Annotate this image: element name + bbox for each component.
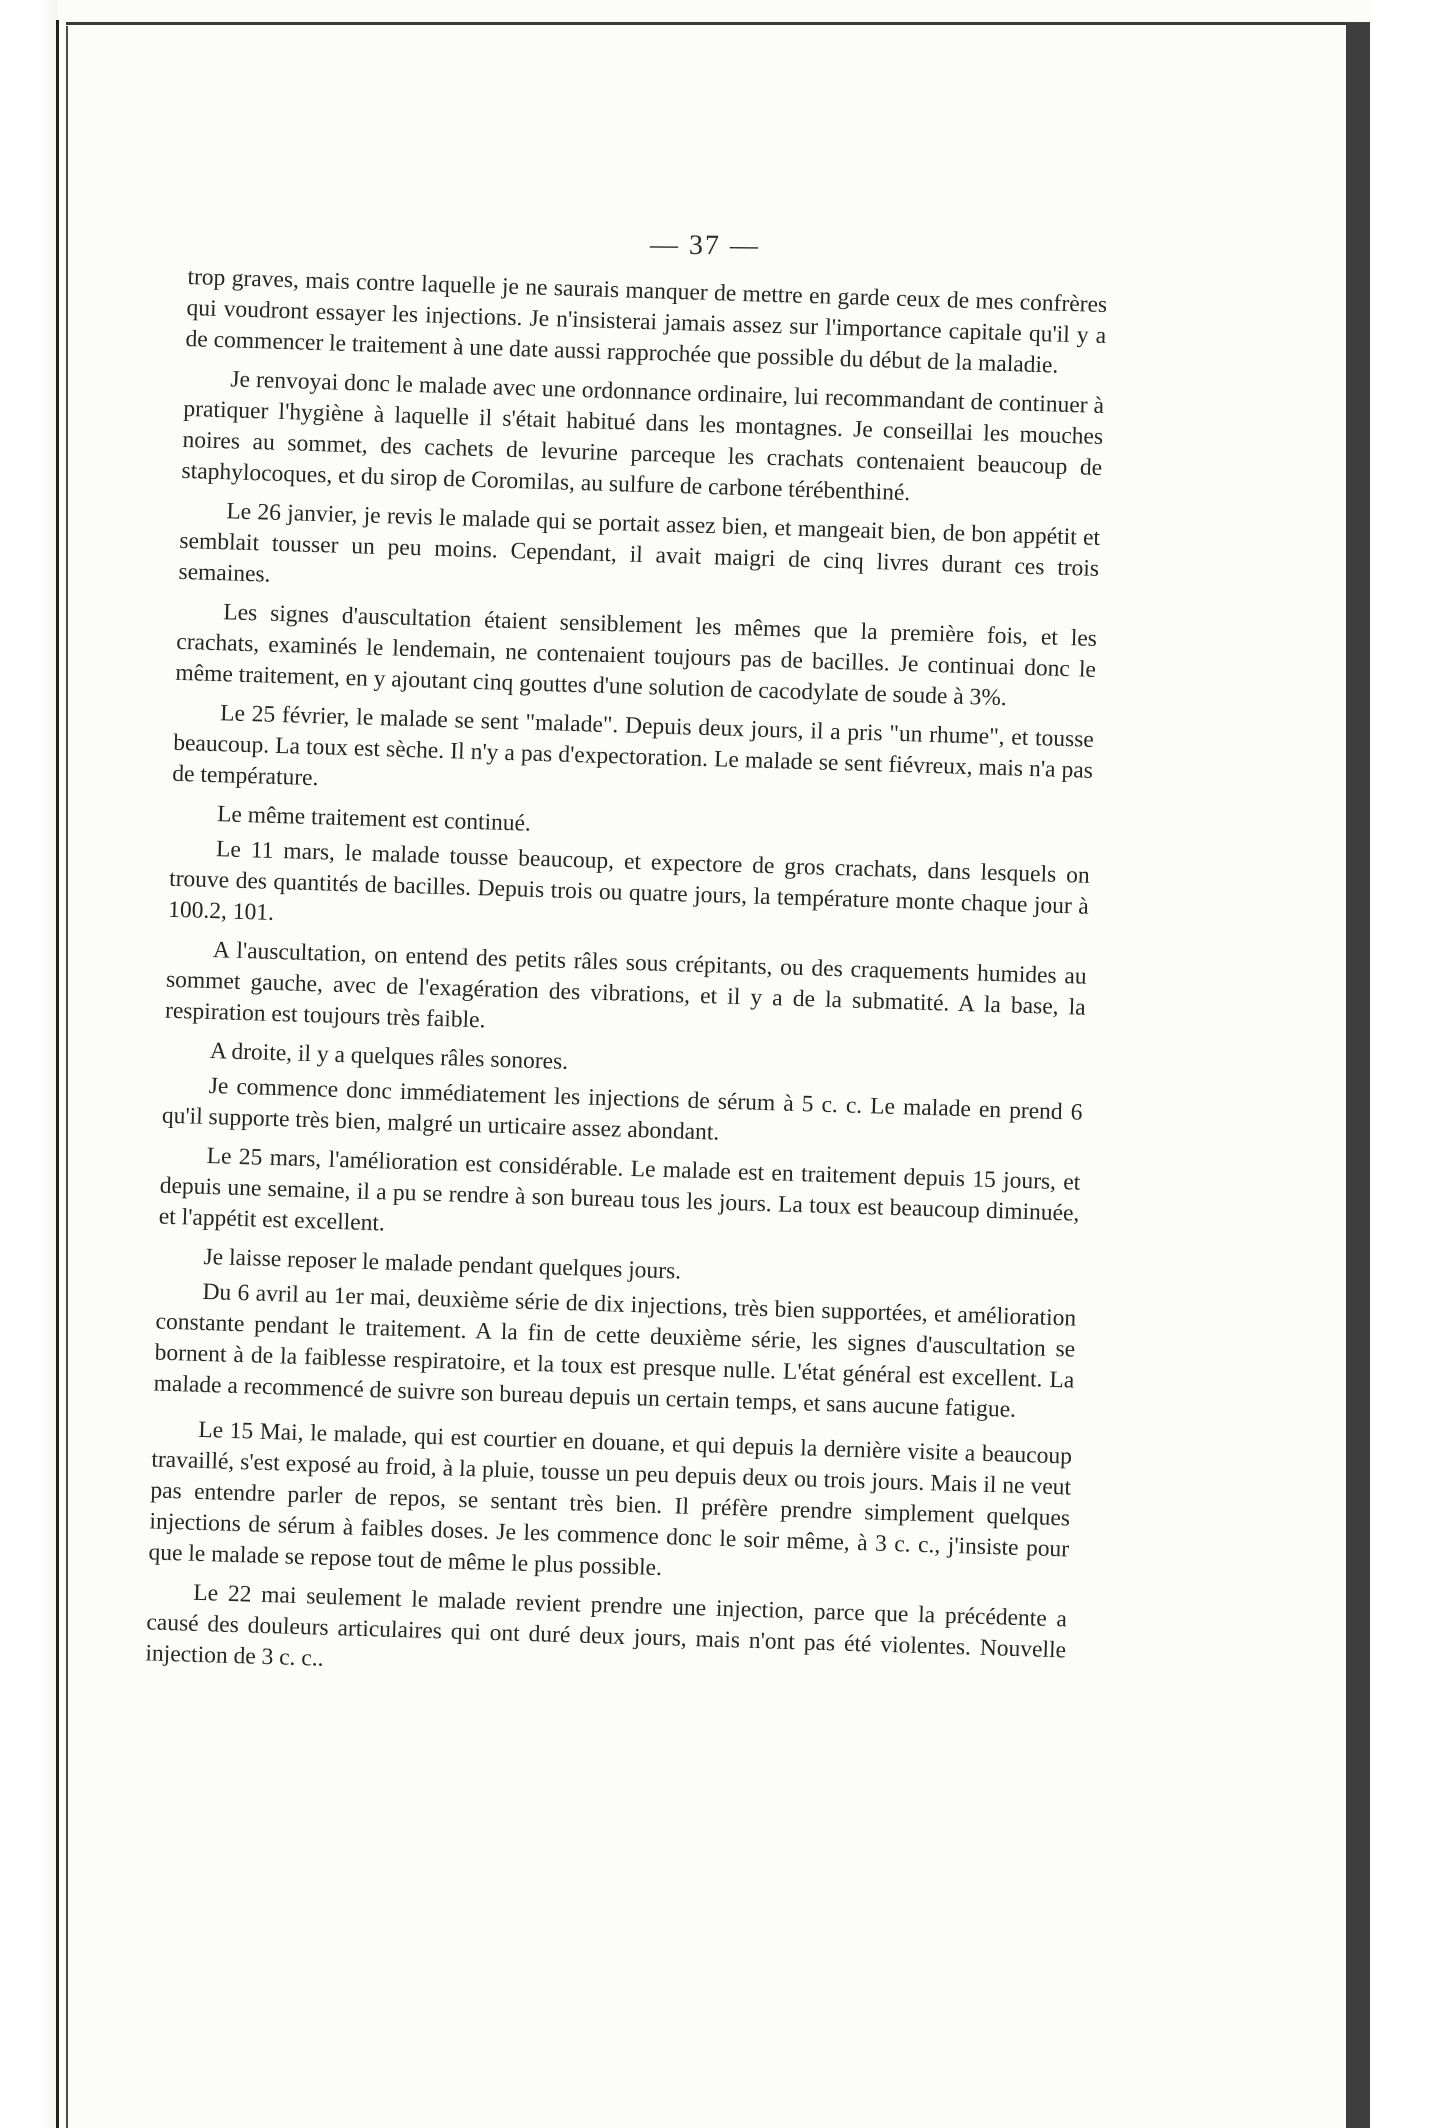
page-edge-right bbox=[1346, 22, 1370, 2128]
paragraph: A droite, il y a quelques râles sonores. bbox=[209, 1038, 569, 1075]
paragraph: Je laisse reposer le malade pendant quelques jours. bbox=[203, 1243, 682, 1285]
paragraph: Du 6 avril au 1er mai, deuxième série de dix injections, très bien supportées, et amélioration constante pendant le traitement. A la fin de cette deuxième série, les signes d'auscultation se bornent à de la faiblesse respiratoire, et la toux est presque nulle. L'état général est excellent. La malade a recommencé de suivre son bureau depuis un certain temps, et sans aucune fatigue. bbox=[153, 1278, 1077, 1423]
page-number: — 37 — bbox=[649, 229, 761, 262]
paragraph: Le 11 mars, le malade tousse beaucoup, et expectore de gros crachats, dans lesquels on trouve des quantités de bacilles. Depuis trois ou quatre jours, la température monte chaque jour à 100.2, 101. bbox=[167, 836, 1091, 926]
paragraph: Le même traitement est continué. bbox=[216, 801, 532, 837]
page-edge-left-inner bbox=[66, 26, 68, 2128]
paragraph: Je commence donc immédiatement les injections de sérum à 5 c. c. Le malade en prend 6 qu'il supporte très bien, malgré un urticaire assez abondant. bbox=[161, 1073, 1083, 1146]
paragraph: trop graves, mais contre laquelle je ne saurais manquer de mettre en garde ceux de mes confrères qui voudront essayer les injections. Je n'insisterai jamais assez sur l'importance capitale qu'il y a de commencer le traitement à une date aussi rapprochée que possible du début de la maladie. bbox=[185, 263, 1108, 379]
paragraph: A l'auscultation, on entend des petits râles sous crépitants, ou des craquements humides au sommet gauche, avec de l'exagération des vibrations, et il y a de la submatité. A la base, la respiration est toujours très faible. bbox=[164, 937, 1087, 1034]
body-text bbox=[145, 262, 1108, 1705]
binding-shadow bbox=[0, 0, 60, 2128]
paragraph: Le 25 février, le malade se sent "malade". Depuis deux jours, il a pris "un rhume", et tousse beaucoup. La toux est sèche. Il n'y a pas d'expectoration. Le malade se sent fiévreux, mais n'a pas de température. bbox=[171, 700, 1095, 792]
paragraph: Le 25 mars, l'amélioration est considérable. Le malade est en traitement depuis 15 jours, et depuis une semaine, il a pu se rendre à son bureau tous les jours. La toux est beaucoup diminuée, et l'appétit est excellent. bbox=[158, 1142, 1081, 1237]
page-edge-left-outer bbox=[56, 20, 59, 2128]
paragraph: Le 22 mai seulement le malade revient prendre une injection, parce que la précédente a causé des douleurs articulaires qui ont duré deux jours, mais n'ont pas été violentes. Nouvelle injection de 3 c. c.. bbox=[145, 1579, 1068, 1672]
paragraph: Le 26 janvier, je revis le malade qui se portait assez bien, et mangeait bien, de bon appétit et semblait tousser un peu moins. Cependant, il avait maigri de cinq livres durant ces trois semaines. bbox=[178, 498, 1101, 588]
paragraph: Le 15 Mai, le malade, qui est courtier en douane, et qui depuis la dernière visite a beaucoup travaillé, s'est exposé au froid, à la pluie, tousse un peu depuis deux ou trois jours. Mais il ne veut pas entendre parler de repos, se sentant très bien. Il préfère prendre simplement quelques injections de sérum à faibles doses. Je les commence donc le soir même, à 3 c. c., j'insiste pour que le malade se repose tout de même le plus possible. bbox=[148, 1416, 1073, 1582]
page-edge-top bbox=[66, 22, 1346, 25]
scan-margin-right bbox=[1370, 0, 1448, 2128]
paragraph: Les signes d'auscultation étaient sensiblement les mêmes que la première fois, et les crachats, examinés le lendemain, ne contenaient toujours pas de bacilles. Je continuai donc le même traitement, en y ajoutant cinq gouttes d'une solution de cacodylate de soude à 3%. bbox=[175, 599, 1098, 712]
paragraph: Je renvoyai donc le malade avec une ordonnance ordinaire, lui recommandant de continuer à pratiquer l'hygiène à laquelle il s'était habitué dans les montagnes. Je conseillai les mouches noires au sommet, des cachets de levurine parceque les crachats contenaient beaucoup de staphylocoques, et du sirop de Coromilas, au sulfure de carbone térébenthiné. bbox=[181, 366, 1105, 507]
